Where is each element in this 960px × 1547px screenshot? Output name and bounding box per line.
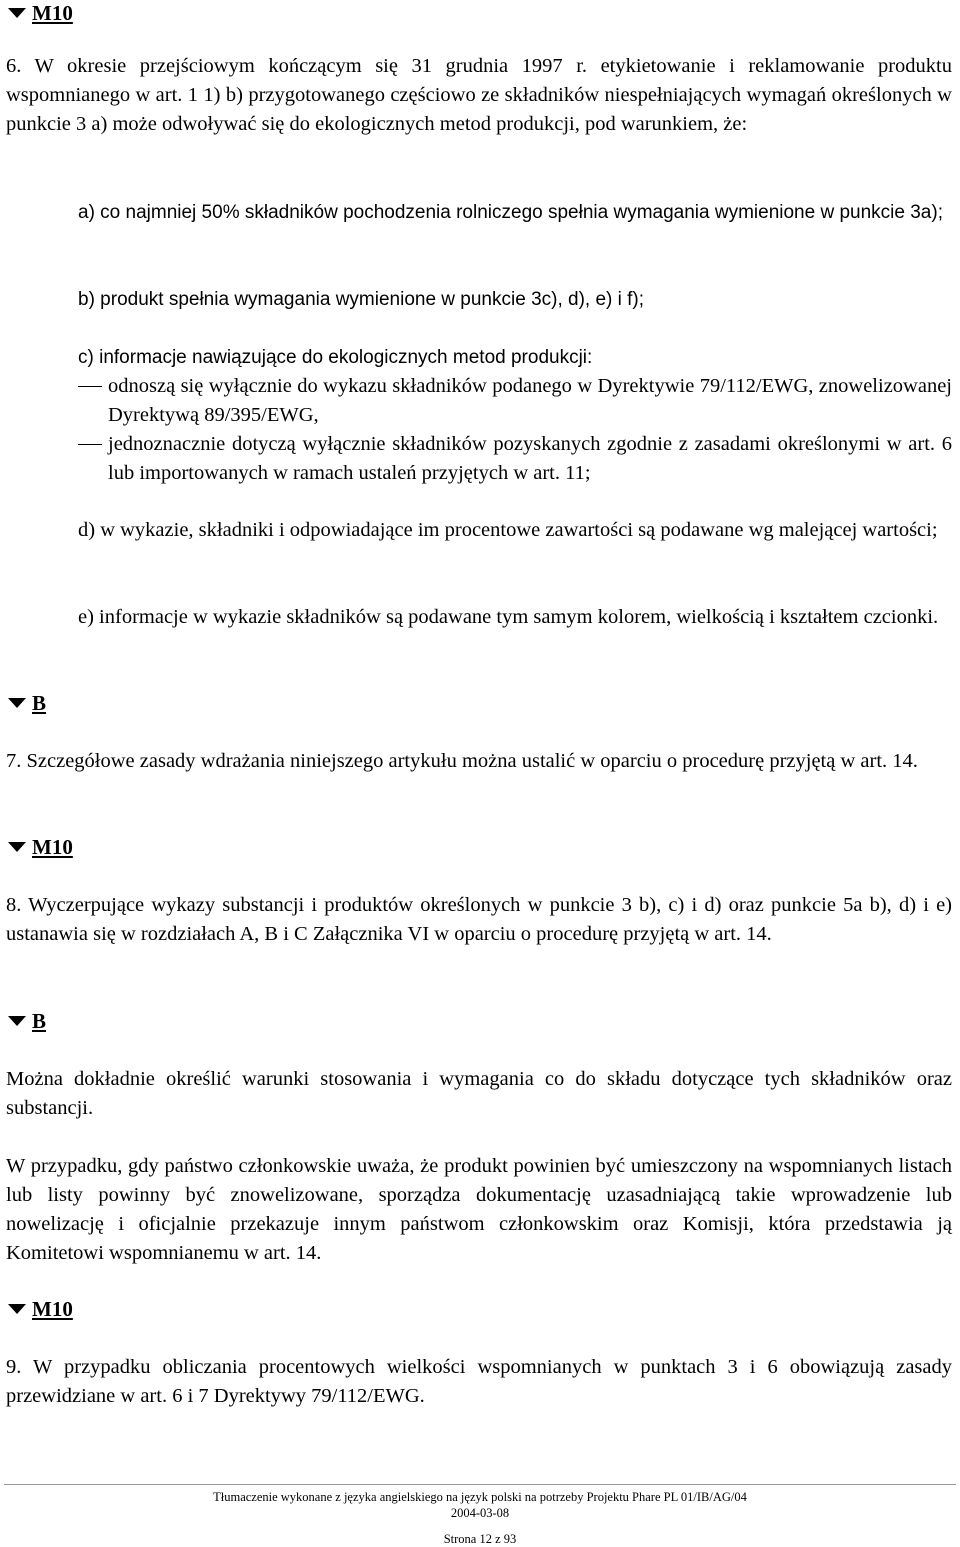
paragraph-6b: b) produkt spełnia wymagania wymienione w punkcie 3c), d), e) i f); — [78, 289, 645, 310]
triangle-down-icon — [8, 698, 26, 708]
amendment-marker-m10[interactable]: M10 — [8, 1296, 73, 1322]
paragraph-7: 7. Szczegółowe zasady wdrażania niniejszego artykułu można ustalić w oparciu o procedurę przyjętą w art. 14. — [6, 750, 918, 772]
amendment-marker-m10[interactable]: M10 — [8, 0, 73, 26]
em-dash-icon — [78, 444, 102, 445]
paragraph-6d: d) w wykazie, składniki i odpowiadające im procentowe zawartości są podawane wg malejącej wartości; — [78, 519, 938, 541]
footer-page-number: Strona 12 z 93 — [443, 1532, 517, 1546]
footer-divider — [4, 1484, 956, 1485]
footer-date: 2004-03-08 — [450, 1506, 510, 1520]
amendment-marker-m10[interactable]: M10 — [8, 834, 73, 860]
triangle-down-icon — [8, 1016, 26, 1026]
paragraph-9: 9. W przypadku obliczania procentowych wielkości wspomnianych w punktach 3 i 6 obowiązują zasady przewidziane w art. 6 i 7 Dyrektywy 79/112/EWG. — [6, 1356, 952, 1407]
em-dash-icon — [78, 386, 102, 387]
triangle-down-icon — [8, 842, 26, 852]
paragraph-6a: a) co najmniej 50% składników pochodzenia rolniczego spełnia wymagania wymienione w punkcie 3a); — [78, 202, 943, 223]
paragraph-b2: W przypadku, gdy państwo członkowskie uważa, że produkt powinien być umieszczony na wspomnianych listach lub listy powinny być znowelizowane, sporządza dokumentację uzasadniającą takie wprowadzenie lub nowelizację i oficjalnie przekazuje innym państwom członkowskim oraz Komisji, która przedstawia ją Komitetowi wspomnianemu w art. 14. — [6, 1155, 952, 1264]
triangle-down-icon — [8, 8, 26, 18]
triangle-down-icon — [8, 1304, 26, 1314]
paragraph-6-intro: 6. W okresie przejściowym kończącym się 31 grudnia 1997 r. etykietowanie i reklamowanie produktu wspomnianego w art. 1 1) b) przygotowanego częściowo ze składników niespełniających wymagań określonych w punkcie 3 a) może odwoływać się do ekologicznych metod produkcji, pod warunkiem, że: — [6, 55, 952, 135]
list-item-dash-2: jednoznacznie dotyczą wyłącznie składników pozyskanych zgodnie z zasadami określonymi w art. 6 lub importowanych w ramach ustaleń przyjętych w art. 11; — [78, 430, 952, 488]
amendment-marker-b[interactable]: B — [8, 690, 46, 716]
paragraph-6e: e) informacje w wykazie składników są podawane tym samym kolorem, wielkością i kształtem czcionki. — [78, 606, 939, 628]
paragraph-b1: Można dokładnie określić warunki stosowania i wymagania co do składu dotyczące tych składników oraz substancji. — [6, 1068, 952, 1119]
paragraph-6c: c) informacje nawiązujące do ekologicznych metod produkcji: — [78, 347, 593, 368]
list-item-dash-1: odnoszą się wyłącznie do wykazu składników podanego w Dyrektywie 79/112/EWG, znowelizowanej Dyrektywą 89/395/EWG, — [78, 372, 952, 430]
footer-translation-note: Tłumaczenie wykonane z języka angielskiego na język polski na potrzeby Projektu Phare PL 01/IB/AG/04 — [213, 1490, 747, 1504]
paragraph-8: 8. Wyczerpujące wykazy substancji i produktów określonych w punkcie 3 b), c) i d) oraz punkcie 5a b), d) i e) ustanawia się w rozdziałach A, B i C Załącznika VI w oparciu o procedurę przyjętą w art. 14. — [6, 894, 952, 945]
amendment-marker-b[interactable]: B — [8, 1008, 46, 1034]
